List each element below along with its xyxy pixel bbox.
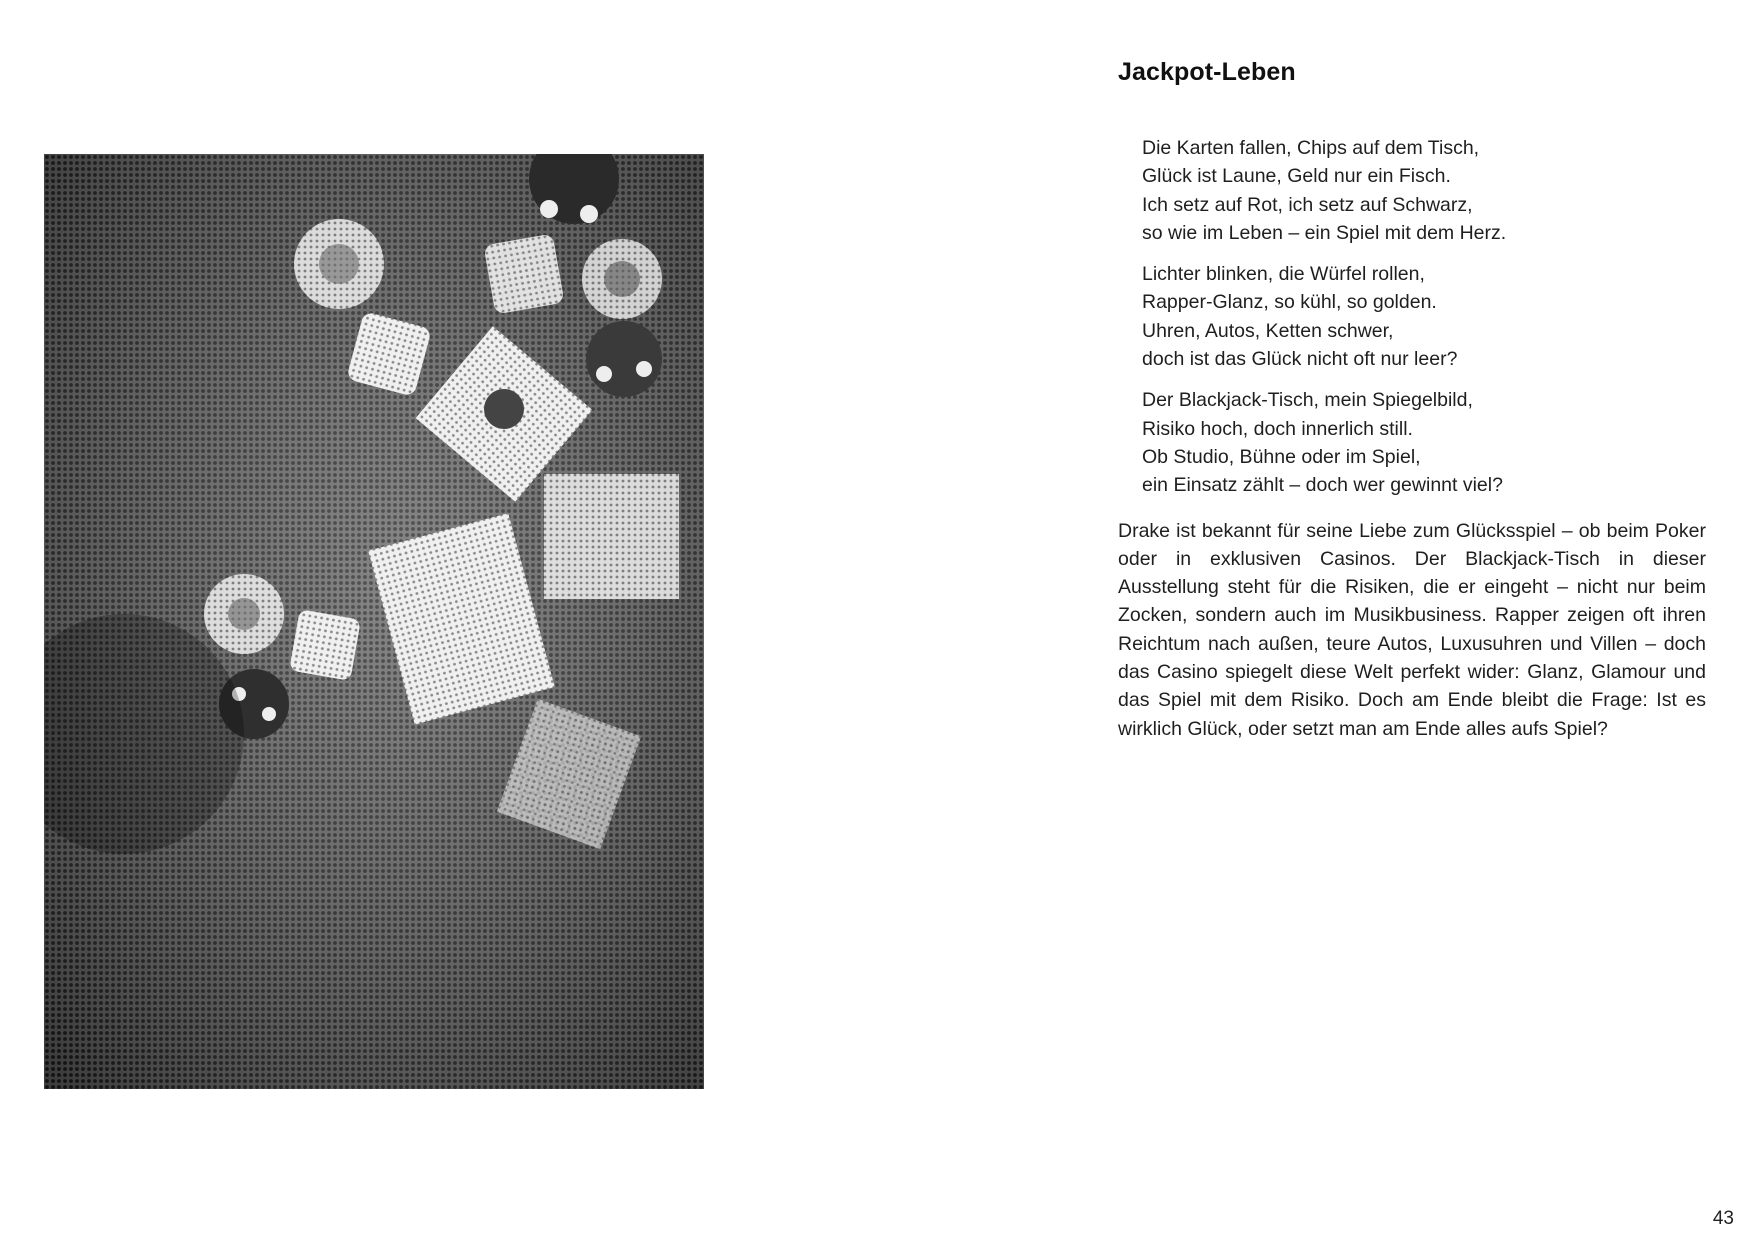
poem-line: so wie im Leben – ein Spiel mit dem Herz.	[1142, 221, 1507, 244]
poem-line: ein Einsatz zählt – doch wer gewinnt viel?	[1142, 474, 1503, 497]
poem-line: Der Blackjack-Tisch, mein Spiegelbild,	[1142, 389, 1473, 412]
text-column	[1118, 58, 1706, 762]
poem-line: Uhren, Autos, Ketten schwer,	[1142, 319, 1394, 342]
dice-icon	[289, 609, 361, 681]
poem-stanza-1	[1142, 134, 1706, 247]
poem-stanza-2	[1142, 260, 1706, 373]
poem-line: Lichter blinken, die Würfel rollen,	[1142, 263, 1425, 286]
poem-line: doch ist das Glück nicht oft nur leer?	[1142, 348, 1458, 371]
prose-paragraph: Drake ist bekannt für seine Liebe zum Glücksspiel – ob beim Poker oder in exklusiven Casinos. Der Blackjack-Tisch in dieser Ausstellung steht für die Risiken, die er eingeht – nicht nur beim Zocken, sondern auch im Musikbusiness. Rapper zeigen oft ihren Reichtum nach außen, teure Autos, Luxusuhren und Villen – doch das Casino spiegelt diese Welt perfekt wider: Glanz, Glamour und das Spiel mit dem Risiko. Doch am Ende bleibt die Frage: Ist es wirklich Glück, oder setzt man am Ende alles aufs Spiel?	[1118, 519, 1706, 740]
dice-icon	[483, 233, 564, 314]
poem-line: Die Karten fallen, Chips auf dem Tisch,	[1142, 137, 1480, 159]
poem-line: Risiko hoch, doch innerlich still.	[1142, 417, 1413, 440]
poker-chip-icon	[204, 574, 284, 654]
poker-chip-icon	[582, 239, 662, 319]
poem-line: Ob Studio, Bühne oder im Spiel,	[1142, 445, 1421, 468]
halftone-casino-photo	[44, 154, 704, 1089]
playing-card-icon	[544, 474, 679, 599]
poem-title: Jackpot-Leben	[1118, 58, 1296, 86]
poker-chip-icon	[294, 219, 384, 309]
poem-line: Glück ist Laune, Geld nur ein Fisch.	[1142, 165, 1451, 188]
page-number: 43	[1712, 1208, 1734, 1229]
poem-stanza-3	[1142, 386, 1706, 499]
poem-line: Ich setz auf Rot, ich setz auf Schwarz,	[1142, 193, 1473, 216]
poker-chip-icon	[586, 321, 662, 397]
poem-line: Rapper-Glanz, so kühl, so golden.	[1142, 291, 1437, 314]
casino-photo-illustration	[44, 154, 704, 1089]
